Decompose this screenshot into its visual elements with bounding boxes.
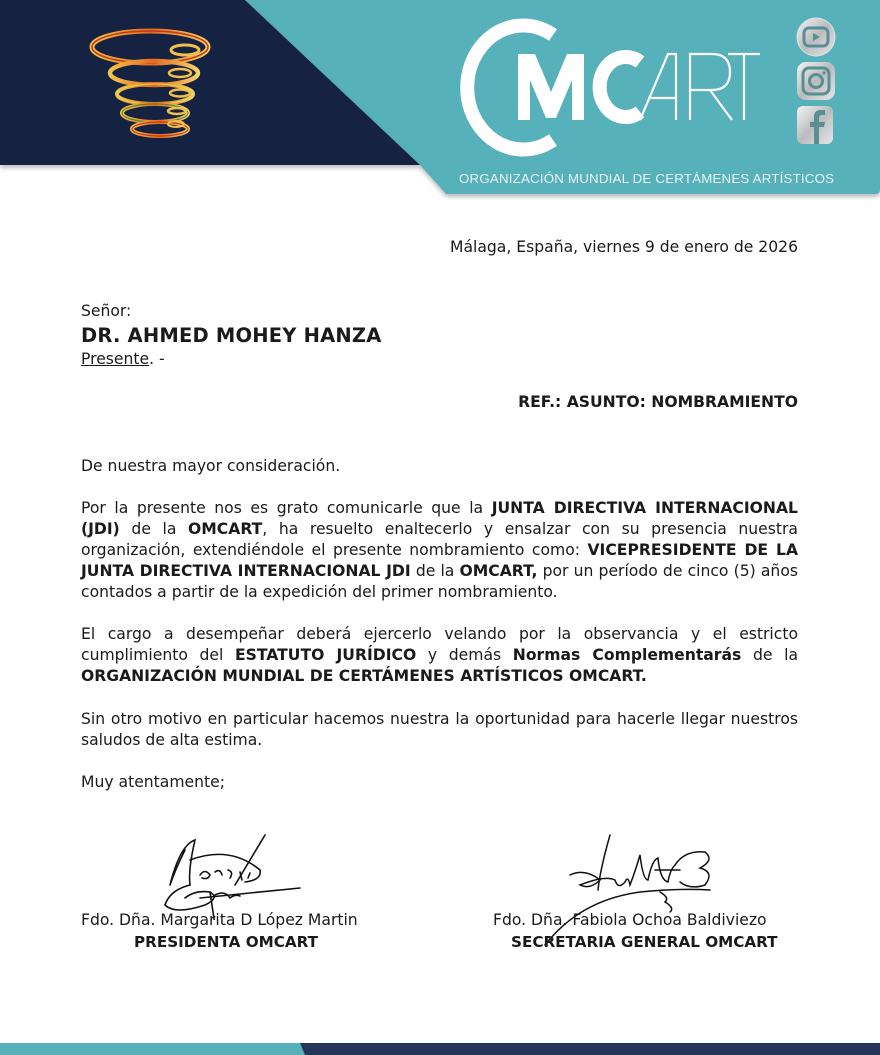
instagram-icon[interactable] [795, 61, 837, 101]
presente-line [81, 350, 165, 368]
p1-bold-position: VICEPRESIDENTE DE LA JUNTA DIRECTIVA INTERNACIONAL JDI [81, 541, 799, 580]
p2-text-1: El cargo a desempeñar deberá ejercerlo velando por la observancia y el estricto cumplimiento del [81, 625, 798, 664]
p1-text-4: de la [410, 562, 460, 580]
closing-text: Muy atentamente; [81, 773, 225, 791]
p1-bold-omcart: OMCART [188, 520, 263, 538]
p2-text-2: y demás [416, 646, 513, 664]
footer-band [0, 1043, 880, 1055]
p1-bold-jdi: JUNTA DIRECTIVA INTERNACIONAL (JDI) [81, 499, 798, 538]
p2-text-3: de la [741, 646, 799, 664]
p1-text-1: Por la presente nos es grato comunicarle que la [81, 499, 492, 517]
reference-subject: REF.: ASUNTO: NOMBRAMIENTO [518, 393, 798, 411]
closing [81, 772, 798, 793]
p2-bold-organization: ORGANIZACIÓN MUNDIAL DE CERTÁMENES ARTÍSTICOS OMCART. [81, 667, 647, 685]
letterhead [0, 0, 880, 200]
signature-president-image [150, 830, 310, 920]
letter-date: Málaga, España, viernes 9 de enero de 2026 [450, 238, 798, 256]
paragraph-regards [81, 709, 798, 751]
p2-bold-norms: Normas Complementarás [512, 646, 742, 664]
greeting-text: De nuestra mayor consideración. [81, 457, 341, 475]
letterhead-background [0, 0, 880, 200]
presente-word: Presente [81, 350, 150, 368]
signature-secretary-image [540, 830, 720, 950]
signatory-president-role: PRESIDENTA OMCART [134, 933, 318, 951]
youtube-icon[interactable] [795, 17, 837, 57]
p1-text-3: , ha resuelto enaltecerlo y ensalzar con su presencia nuestra organización, extendiéndole el presente nombramiento como: [81, 520, 798, 559]
p1-text-2: de la [119, 520, 189, 538]
organization-tagline: ORGANIZACIÓN MUNDIAL DE CERTÁMENES ARTÍSTICOS [459, 171, 835, 186]
presente-suffix: . - [149, 350, 165, 368]
recipient-name: DR. AHMED MOHEY HANZA [81, 324, 382, 347]
paragraph-3: Sin otro motivo en particular hacemos nuestra la oportunidad para hacerle llegar nuestros saludos de alta estima. [81, 710, 798, 749]
paragraph-1 [81, 498, 798, 603]
p1-bold-omcart-2: OMCART, [459, 562, 538, 580]
greeting [81, 456, 798, 477]
paragraph-appointment [81, 498, 798, 603]
footer-navy [300, 1043, 880, 1055]
p1-text-5: por un período de cinco (5) años contados a partir de la expedición del primer nombramiento. [81, 562, 798, 601]
salutation-title: Señor: [81, 302, 132, 320]
paragraph-2 [81, 624, 798, 687]
p2-bold-statute: ESTATUTO JURÍDICO [235, 646, 417, 664]
signatory-secretary-role: SECRETARIA GENERAL OMCART [511, 933, 778, 951]
facebook-icon[interactable] [795, 105, 837, 145]
paragraph-duties [81, 624, 798, 687]
signatory-president-name: Fdo. Dña. Margarita D López Martin [81, 911, 358, 929]
signatory-secretary-name: Fdo. Dña. Fabiola Ochoa Baldiviezo [493, 911, 767, 929]
